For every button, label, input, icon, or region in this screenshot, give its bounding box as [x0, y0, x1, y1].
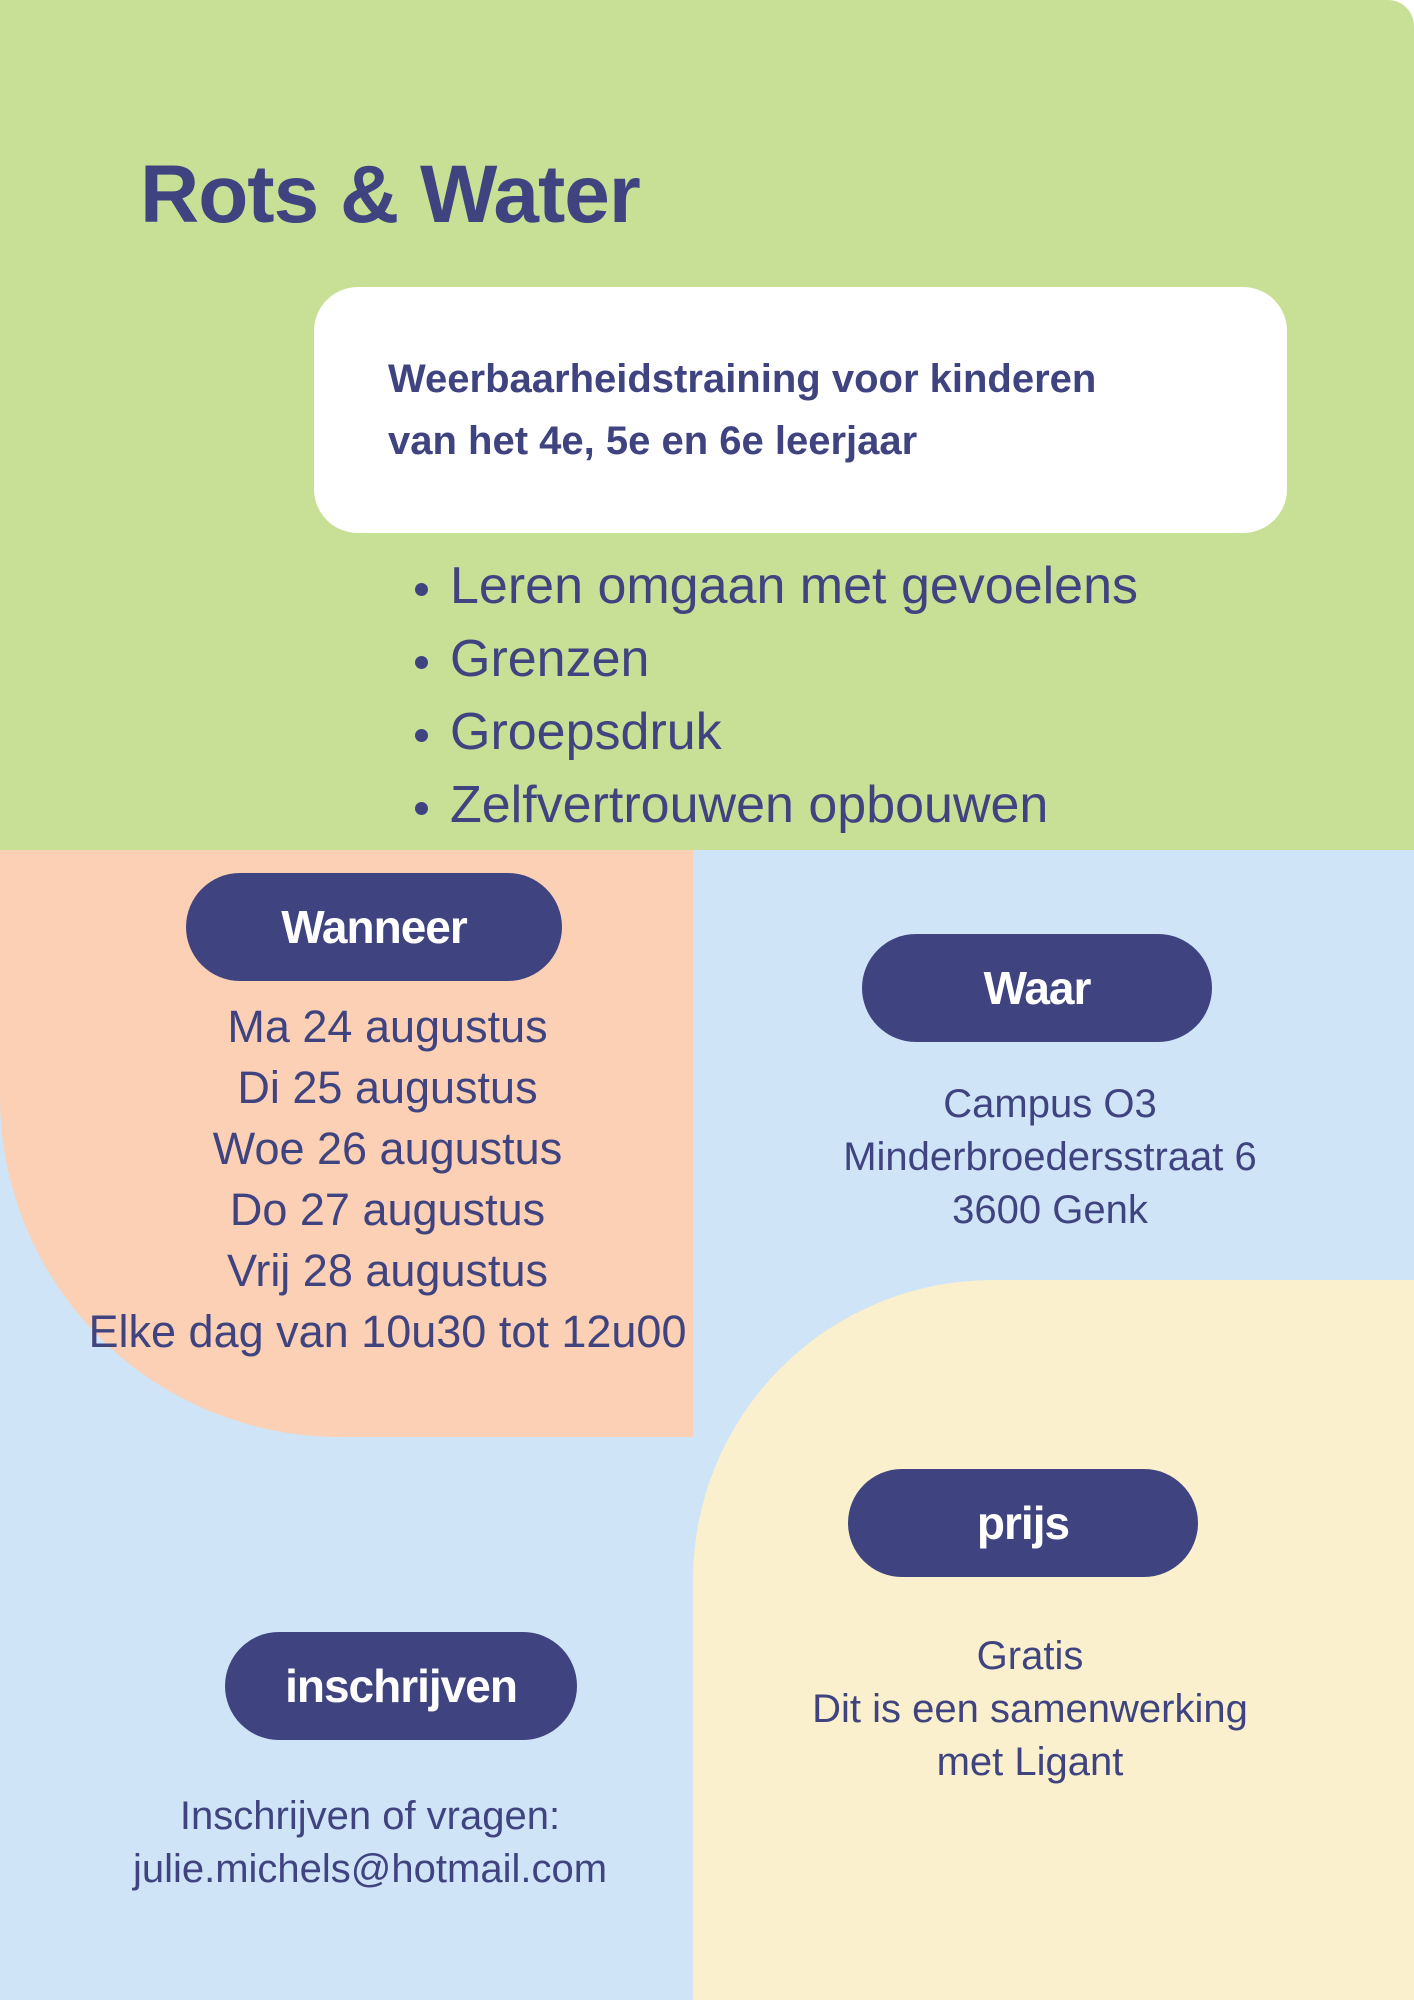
topic-item: • Groepsdruk: [448, 696, 1138, 769]
waar-heading-pill: [862, 934, 1212, 1042]
waar-line: Campus O3: [943, 1082, 1157, 1126]
prijs-details: [770, 1630, 1290, 1789]
topic-list: [400, 550, 1138, 842]
wanneer-details: [40, 996, 735, 1362]
subtitle-line-2: van het 4e, 5e en 6e leerjaar: [388, 419, 918, 463]
wanneer-line: Woe 26 augustus: [212, 1123, 563, 1174]
wanneer-line: Vrij 28 augustus: [226, 1245, 549, 1296]
subtitle-line-1: Weerbaarheidstraining voor kinderen: [388, 357, 1097, 401]
topic-item: • Zelfvertrouwen opbouwen: [448, 769, 1138, 842]
inschrijven-details: [90, 1790, 650, 1896]
subtitle: [388, 348, 1268, 472]
waar-details: [790, 1078, 1310, 1237]
wanneer-line: Di 25 augustus: [237, 1062, 538, 1113]
prijs-line: met Ligant: [936, 1740, 1124, 1784]
inschrijven-heading-pill: [225, 1632, 577, 1740]
prijs-heading-pill: [848, 1469, 1198, 1577]
prijs-heading: prijs: [976, 1497, 1070, 1549]
wanneer-line: Elke dag van 10u30 tot 12u00: [88, 1306, 687, 1357]
contact-email[interactable]: julie.michels@hotmail.com: [132, 1847, 608, 1891]
inschrijven-heading: inschrijven: [285, 1660, 517, 1712]
wanneer-heading-pill: [186, 873, 562, 981]
wanneer-line: Ma 24 augustus: [227, 1001, 548, 1052]
topic-item: • Leren omgaan met gevoelens: [448, 550, 1138, 623]
waar-line: 3600 Genk: [952, 1188, 1148, 1232]
page-title: Rots & Water: [140, 149, 640, 240]
inschrijven-line: Inschrijven of vragen:: [179, 1794, 561, 1838]
wanneer-line: Do 27 augustus: [229, 1184, 546, 1235]
topic-item: • Grenzen: [448, 623, 1138, 696]
prijs-line: Gratis: [976, 1634, 1084, 1678]
waar-line: Minderbroedersstraat 6: [843, 1135, 1257, 1179]
prijs-line: Dit is een samenwerking: [812, 1687, 1248, 1731]
waar-heading: Waar: [983, 962, 1091, 1014]
wanneer-heading: Wanneer: [281, 901, 467, 953]
